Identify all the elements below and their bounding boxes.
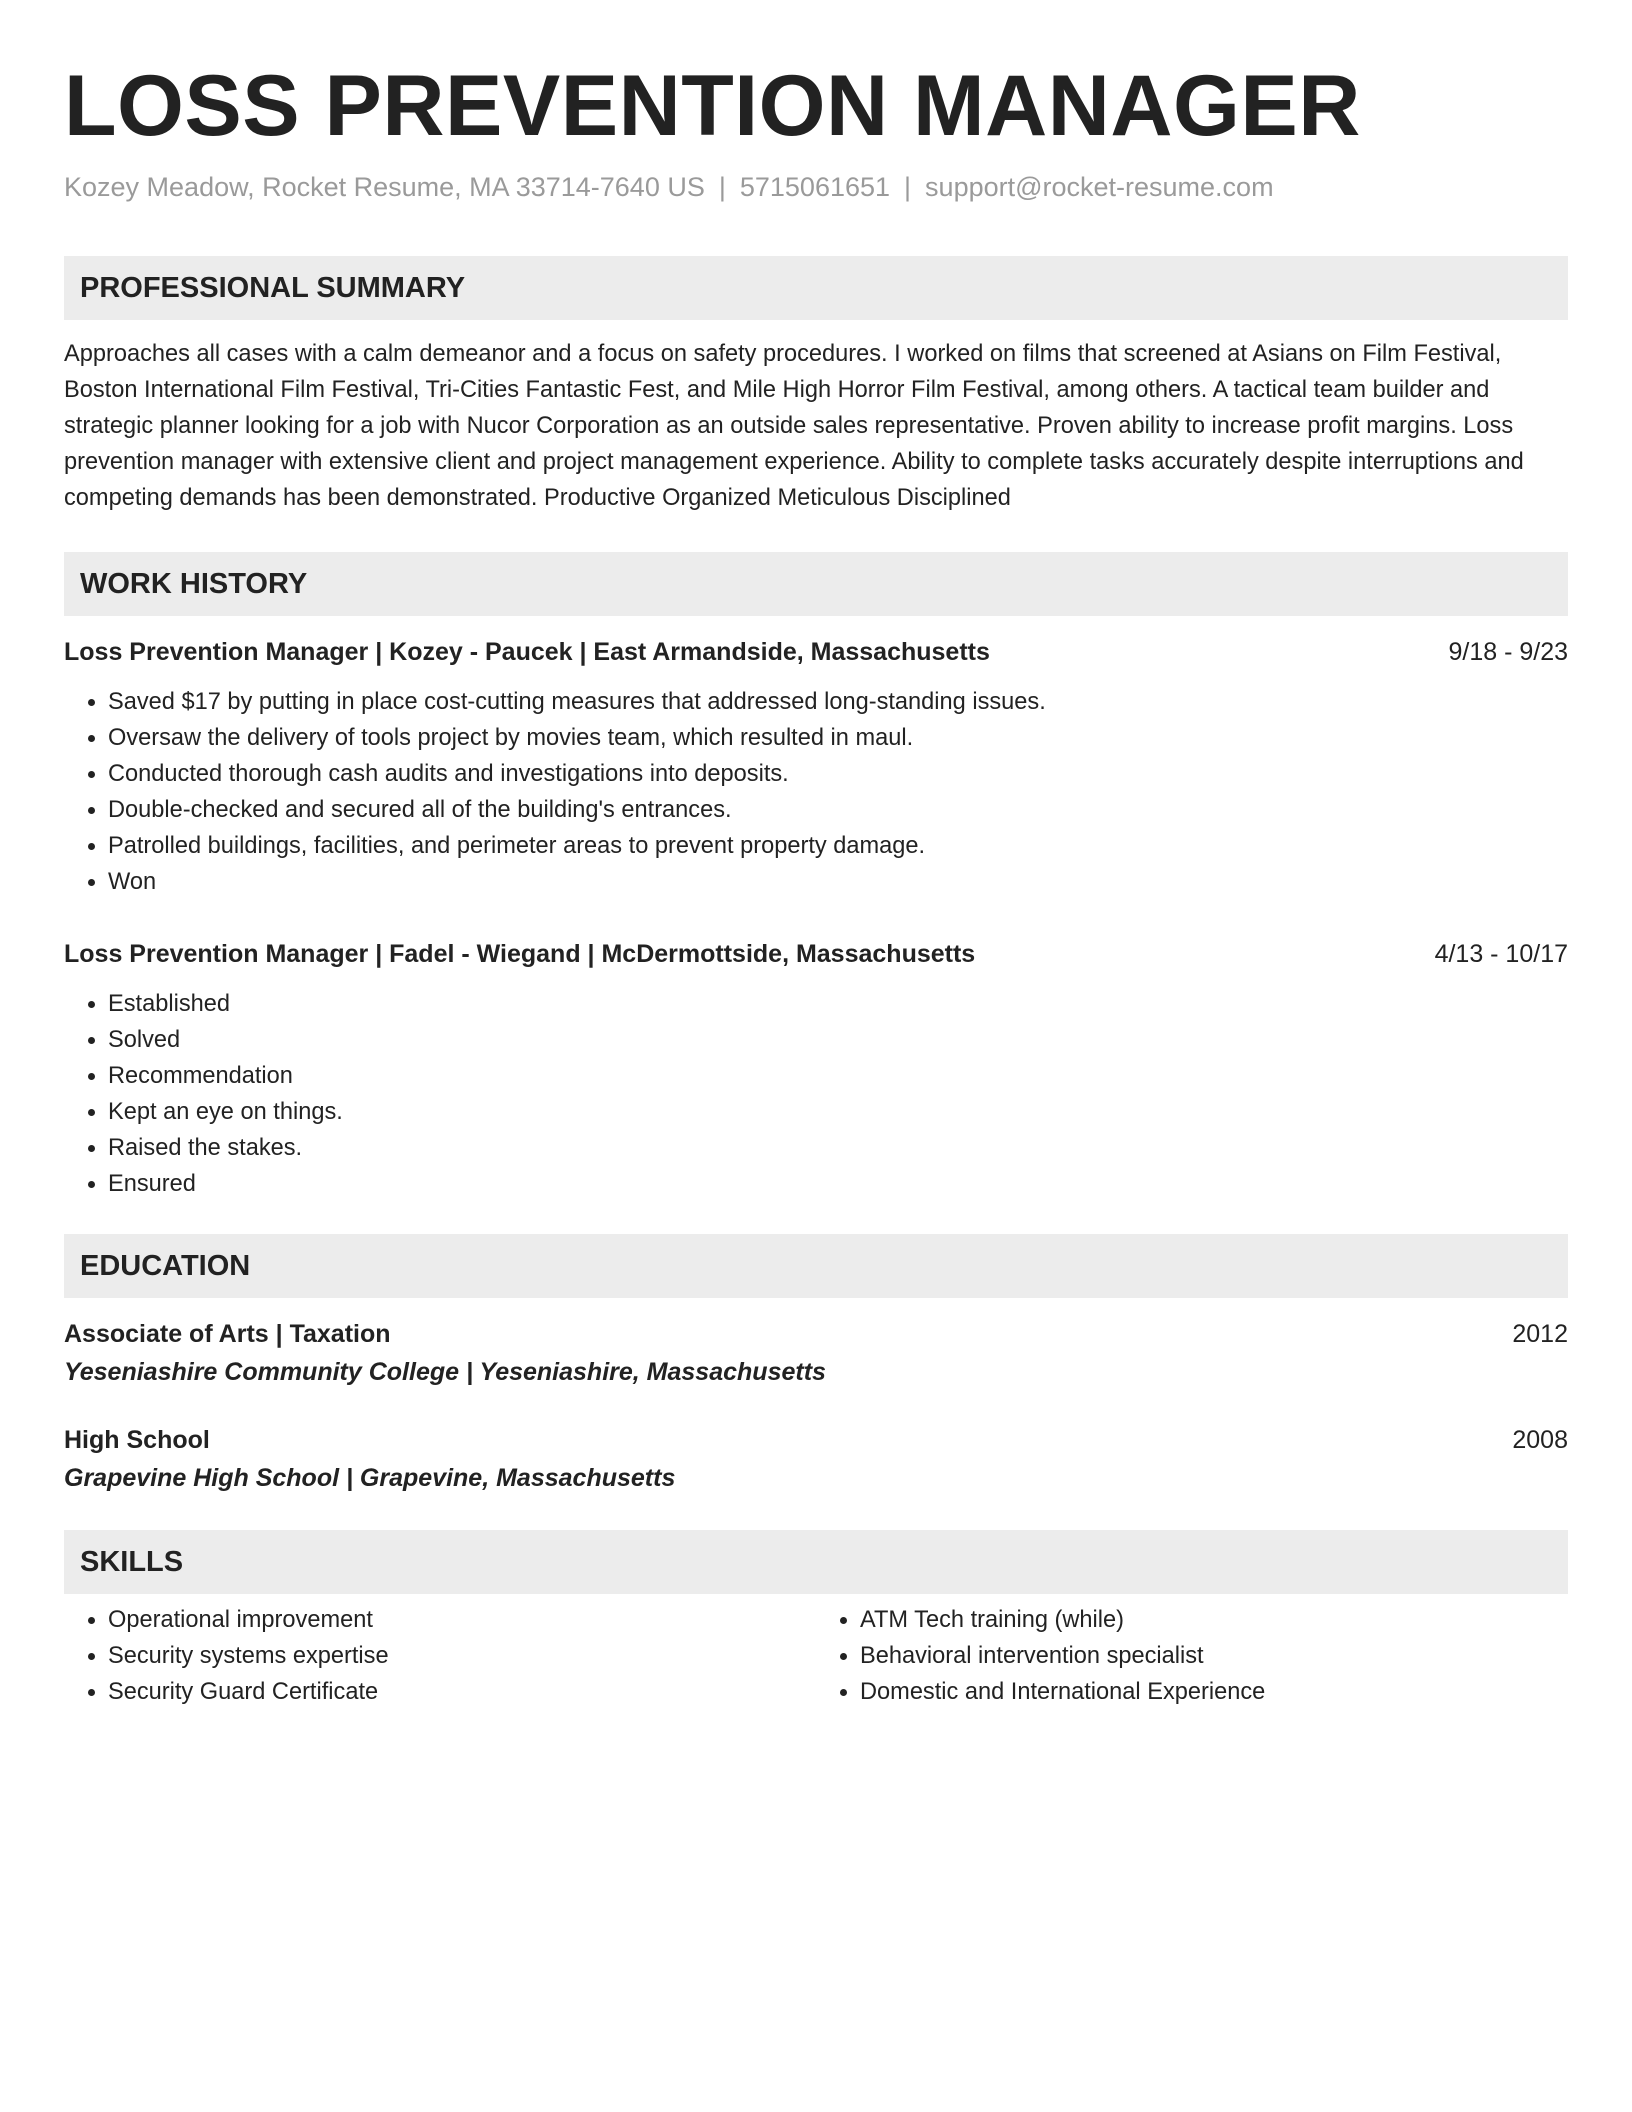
education-school: Yeseniashire Community College | Yeseniashire, Massachusetts [64, 1358, 826, 1386]
job-bullet: • Established [108, 986, 1568, 1022]
contact-phone: 5715061651 [739, 172, 891, 202]
job-bullet: • Won [108, 864, 1568, 900]
education-year: 2012 [1512, 1320, 1568, 1348]
education-entry [64, 1422, 1568, 1496]
skill-item: • Behavioral intervention specialist [860, 1638, 1568, 1674]
job-dates: 4/13 - 10/17 [1434, 940, 1568, 968]
contact-separator: | [904, 172, 912, 202]
job-bullet: • Saved $17 by putting in place cost-cutting measures that addressed long-standing issues. [108, 684, 1568, 720]
skills-list-left [64, 1602, 816, 1710]
skills-section-header: SKILLS [64, 1530, 1568, 1594]
job-bullet: • Ensured [108, 1166, 1568, 1202]
education-degree: Associate of Arts | Taxation [64, 1320, 391, 1348]
job-entry [64, 634, 1568, 900]
job-bullet-list [64, 684, 1568, 900]
job-bullet: • Oversaw the delivery of tools project by movies team, which resulted in maul. [108, 720, 1568, 756]
job-bullet: • Double-checked and secured all of the building's entrances. [108, 792, 1568, 828]
job-bullet-list [64, 986, 1568, 1202]
job-dates: 9/18 - 9/23 [1448, 638, 1568, 666]
job-bullet: • Conducted thorough cash audits and investigations into deposits. [108, 756, 1568, 792]
contact-line [64, 170, 1568, 204]
education-degree: High School [64, 1426, 210, 1454]
job-bullet: • Solved [108, 1022, 1568, 1058]
contact-address: Kozey Meadow, Rocket Resume, MA 33714-7640 US [64, 172, 705, 202]
summary-section-header: PROFESSIONAL SUMMARY [64, 256, 1568, 320]
job-entry [64, 936, 1568, 1202]
job-bullet: • Raised the stakes. [108, 1130, 1568, 1166]
education-entry [64, 1316, 1568, 1390]
education-year: 2008 [1512, 1426, 1568, 1454]
skill-item: • Domestic and International Experience [860, 1674, 1568, 1710]
job-bullet: • Recommendation [108, 1058, 1568, 1094]
skills-list-right [816, 1602, 1568, 1710]
work-history-section-header: WORK HISTORY [64, 552, 1568, 616]
education-section-header: EDUCATION [64, 1234, 1568, 1298]
skill-item: • Security systems expertise [108, 1638, 816, 1674]
job-title: Loss Prevention Manager | Kozey - Paucek | East Armandside, Massachusetts [64, 638, 990, 666]
job-bullet: • Patrolled buildings, facilities, and perimeter areas to prevent property damage. [108, 828, 1568, 864]
contact-separator: | [718, 172, 726, 202]
skills-columns [64, 1602, 1568, 1710]
job-title: Loss Prevention Manager | Fadel - Wiegand | McDermottside, Massachusetts [64, 940, 976, 968]
skill-item: • Security Guard Certificate [108, 1674, 816, 1710]
skill-item: • ATM Tech training (while) [860, 1602, 1568, 1638]
job-bullet: • Kept an eye on things. [108, 1094, 1568, 1130]
contact-email: support@rocket-resume.com [925, 172, 1274, 202]
resume-title: LOSS PREVENTION MANAGER [64, 58, 1361, 154]
skill-item: • Operational improvement [108, 1602, 816, 1638]
summary-text: Approaches all cases with a calm demeanor and a focus on safety procedures. I worked on films that screened at Asians on Film Festival, Boston International Film Festival, Tri-Cities Fantastic Fest, and Mile High Horror Film Festival, among others. A tactical team builder and strategic planner looking for a job with Nucor Corporation as an outside sales representative. Proven ability to increase profit margins. Loss prevention manager with extensive client and project management experience. Ability to complete tasks accurately despite interruptions and competing demands has been demonstrated. Productive Organized Meticulous Disciplined [64, 341, 1524, 511]
education-school: Grapevine High School | Grapevine, Massachusetts [64, 1464, 676, 1492]
